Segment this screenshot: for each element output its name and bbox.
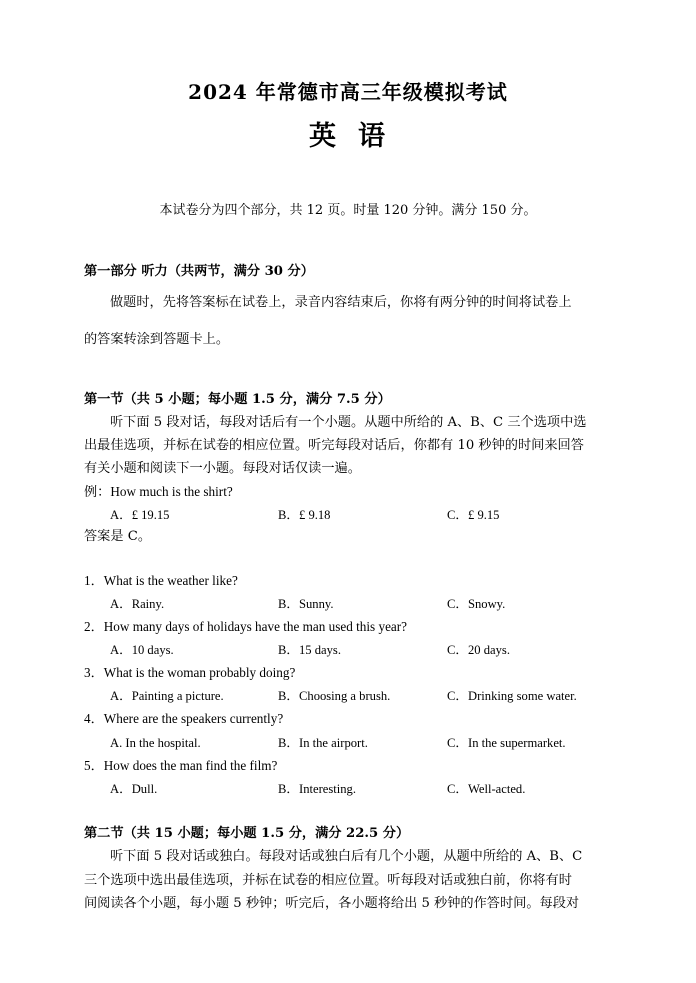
exam-title: 2024 年常德市高三年级模拟考试 bbox=[188, 80, 508, 104]
section2-instruction-line: 听下面 5 段对话或独白。每段对话或独白后有几个小题，从题中所给的 A、B、C bbox=[110, 849, 583, 864]
option-b: B．In the airport. bbox=[278, 736, 368, 750]
section2-instruction-line: 三个选项中选出最佳选项，并标在试卷的相应位置。听每段对话或独白前，你将有时 bbox=[84, 873, 572, 888]
question-text: 2．How many days of holidays have the man used this year? bbox=[84, 619, 408, 634]
option-c: C．Well-acted. bbox=[447, 782, 526, 796]
section2-heading: 第二节（共 15 小题；每小题 1.5 分，满分 22.5 分） bbox=[84, 826, 410, 841]
option-b: B．Choosing a brush. bbox=[278, 689, 391, 703]
question-text: 4．Where are the speakers currently? bbox=[84, 711, 284, 726]
option-a: A．Rainy. bbox=[110, 597, 165, 611]
exam-intro: 本试卷分为四个部分，共 12 页。时量 120 分钟。满分 150 分。 bbox=[159, 203, 537, 218]
section1-instruction-line: 听下面 5 段对话，每段对话后有一个小题。从题中所给的 A、B、C 三个选项中选 bbox=[110, 415, 587, 430]
section1-instruction-line: 出最佳选项，并标在试卷的相应位置。听完每段对话后，你都有 10 秒钟的时间来回答 bbox=[84, 438, 584, 453]
part1-instruction-line: 的答案转涂到答题卡上。 bbox=[84, 332, 230, 347]
example-option-a: A．£ 19.15 bbox=[110, 508, 170, 522]
part1-heading: 第一部分 听力（共两节，满分 30 分） bbox=[84, 264, 314, 279]
option-b: B．Sunny. bbox=[278, 597, 334, 611]
option-a: A．Painting a picture. bbox=[110, 689, 224, 703]
subject-title: 英语 bbox=[309, 121, 407, 152]
option-a: A. In the hospital. bbox=[110, 736, 201, 750]
question-text: 5．How does the man find the film? bbox=[84, 758, 278, 773]
question-text: 1．What is the weather like? bbox=[84, 573, 238, 588]
part1-instruction-line: 做题时，先将答案标在试卷上，录音内容结束后，你将有两分钟的时间将试卷上 bbox=[110, 295, 572, 310]
example-question: 例：How much is the shirt? bbox=[84, 484, 233, 499]
option-a: A．Dull. bbox=[110, 782, 158, 796]
section1-instruction-line: 有关小题和阅读下一小题。每段对话仅读一遍。 bbox=[84, 461, 361, 476]
option-c: C．20 days. bbox=[447, 643, 510, 657]
example-option-b: B．£ 9.18 bbox=[278, 508, 331, 522]
example-answer: 答案是 C。 bbox=[84, 529, 152, 544]
question-text: 3．What is the woman probably doing? bbox=[84, 665, 296, 680]
option-c: C．In the supermarket. bbox=[447, 736, 566, 750]
option-a: A．10 days. bbox=[110, 643, 174, 657]
section2-instruction-line: 间阅读各个小题，每小题 5 秒钟；听完后，各小题将给出 5 秒钟的作答时间。每段对 bbox=[84, 896, 580, 911]
option-c: C．Drinking some water. bbox=[447, 689, 577, 703]
example-option-c: C．£ 9.15 bbox=[447, 508, 500, 522]
option-b: B．15 days. bbox=[278, 643, 341, 657]
option-b: B．Interesting. bbox=[278, 782, 356, 796]
section1-heading: 第一节（共 5 小题；每小题 1.5 分，满分 7.5 分） bbox=[84, 392, 391, 407]
option-c: C．Snowy. bbox=[447, 597, 506, 611]
